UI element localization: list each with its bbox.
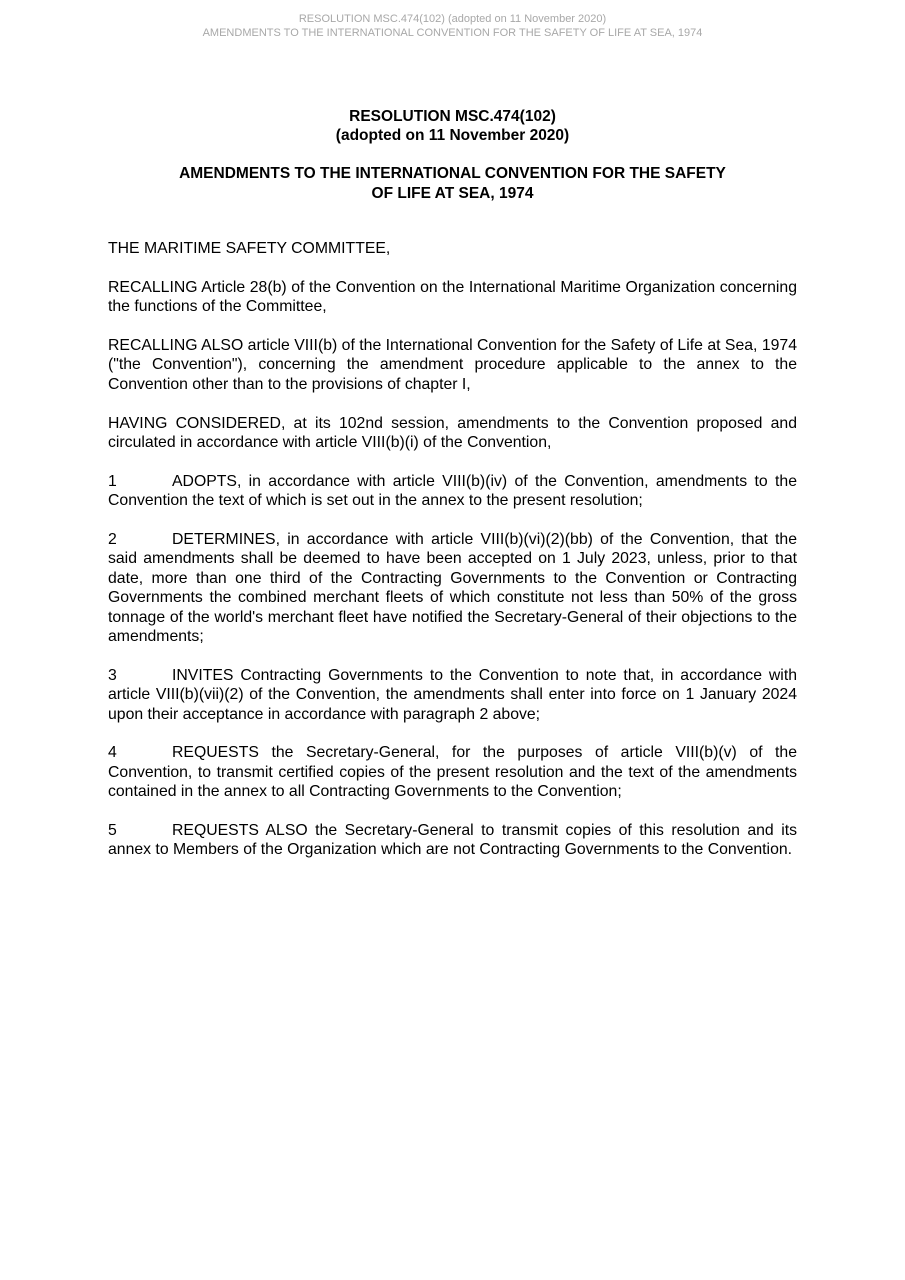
- operative-paragraph-1: [108, 472, 797, 511]
- paragraph-text: REQUESTS the Secretary-General, for the purposes of article VIII(b)(v) of the Convention, to transmit certified copies of the present resolution and the text of the amendments contained in the annex to all Contracting Governments to the Convention;: [108, 744, 797, 801]
- paragraph-number: 2: [108, 531, 117, 549]
- running-header-line-1: RESOLUTION MSC.474(102) (adopted on 11 November 2020): [298, 13, 607, 25]
- running-header-line-2: AMENDMENTS TO THE INTERNATIONAL CONVENTION FOR THE SAFETY OF LIFE AT SEA, 1974: [202, 27, 703, 39]
- preamble-recalling: RECALLING Article 28(b) of the Convention on the International Maritime Organization concerning the functions of the Committee,: [108, 278, 797, 316]
- paragraph-number: 3: [108, 666, 117, 684]
- operative-paragraph-3: [108, 666, 797, 724]
- resolution-title-line-2: (adopted on 11 November 2020): [335, 127, 570, 144]
- operative-paragraph-2: [108, 530, 797, 646]
- resolution-body: [108, 239, 797, 879]
- paragraph-number: 1: [108, 472, 117, 490]
- running-header: [0, 12, 905, 40]
- resolution-title-line-1: RESOLUTION MSC.474(102): [349, 108, 556, 125]
- paragraph-number: 4: [108, 744, 117, 762]
- operative-paragraph-5: [108, 821, 797, 860]
- amendments-heading-line-1: AMENDMENTS TO THE INTERNATIONAL CONVENTION FOR THE SAFETY: [179, 165, 726, 182]
- amendments-heading-line-2: OF LIFE AT SEA, 1974: [371, 184, 534, 202]
- operative-paragraph-4: [108, 743, 797, 801]
- resolution-title: [0, 107, 905, 145]
- preamble-committee: THE MARITIME SAFETY COMMITTEE,: [108, 240, 391, 257]
- amendments-heading: [0, 164, 905, 203]
- preamble-recalling-also: RECALLING ALSO article VIII(b) of the International Convention for the Safety of Life at Sea, 1974 ("the Convention"), concerning the amendment procedure applicable to the annex to the Convention other than to the provisions of chapter I,: [108, 337, 797, 393]
- paragraph-text: INVITES Contracting Governments to the Convention to note that, in accordance with article VIII(b)(vii)(2) of the Convention, the amendments shall enter into force on 1 January 2024 upon their acceptance in accordance with paragraph 2 above;: [108, 666, 797, 723]
- paragraph-text: REQUESTS ALSO the Secretary-General to transmit copies of this resolution and its annex to Members of the Organization which are not Contracting Governments to the Convention.: [108, 822, 797, 859]
- paragraph-number: 5: [108, 822, 117, 840]
- paragraph-text: DETERMINES, in accordance with article VIII(b)(vi)(2)(bb) of the Convention, that the said amendments shall be deemed to have been accepted on 1 July 2023, unless, prior to that date, more than one third of the Contracting Governments to the Convention or Contracting Governments the combined merchant fleets of which constitute not less than 50% of the gross tonnage of the world's merchant fleet have notified the Secretary-General of their objections to the amendments;: [108, 531, 797, 646]
- preamble-having-considered: HAVING CONSIDERED, at its 102nd session, amendments to the Convention proposed and circulated in accordance with article VIII(b)(i) of the Convention,: [108, 414, 797, 452]
- paragraph-text: ADOPTS, in accordance with article VIII(b)(iv) of the Convention, amendments to the Convention the text of which is set out in the annex to the present resolution;: [108, 472, 797, 510]
